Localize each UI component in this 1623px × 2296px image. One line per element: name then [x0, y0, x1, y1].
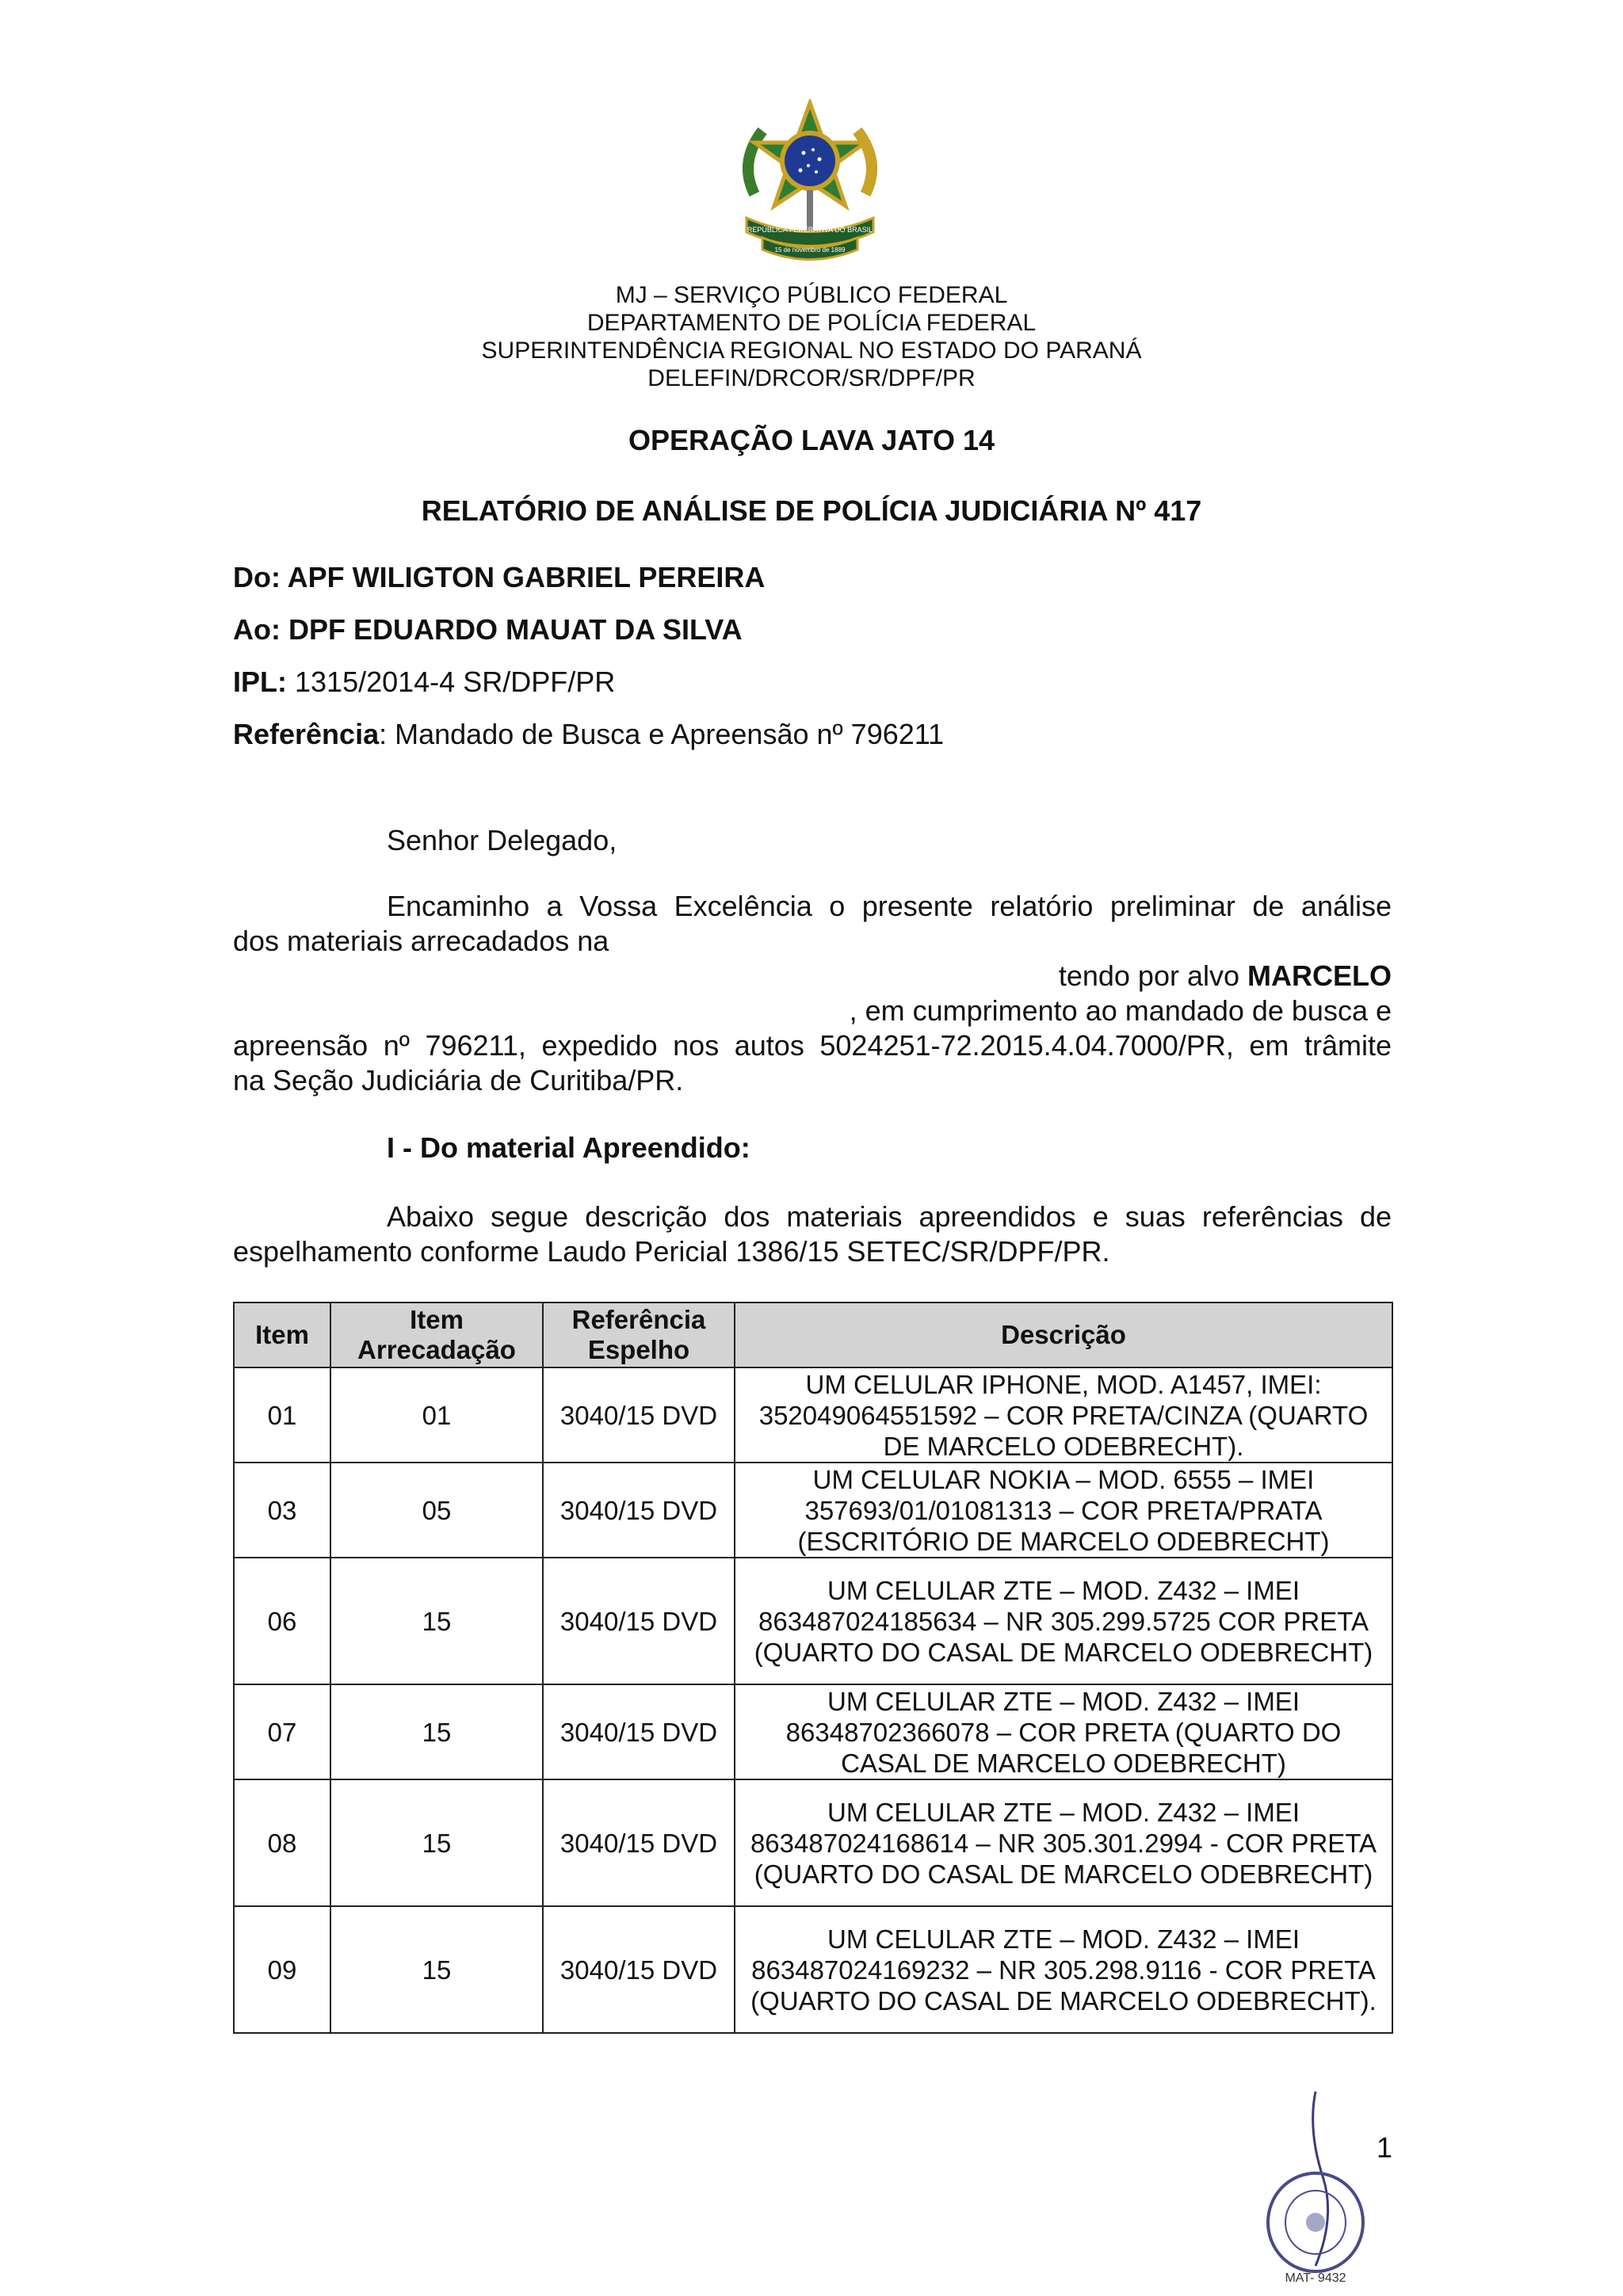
body-line-3-prefix: tendo por alvo	[1058, 959, 1247, 992]
cell-espelho: 3040/15 DVD	[543, 1558, 735, 1684]
body-line-5: apreensão nº 796211, expedido nos autos 5024251-72.2015.4.04.7000/PR, em trâmite	[233, 1029, 1392, 1062]
cell-descricao: UM CELULAR IPHONE, MOD. A1457, IMEI: 352049064551592 – COR PRETA/CINZA (QUARTO DE MARCELO ODEBRECHT).	[735, 1367, 1392, 1463]
table-row	[234, 1463, 1392, 1558]
cell-descricao: UM CELULAR ZTE – MOD. Z432 – IMEI 863487024169232 – NR 305.298.9116 - COR PRETA (QUARTO DO CASAL DE MARCELO ODEBRECHT).	[735, 1906, 1392, 2033]
ipl-value: 1315/2014-4 SR/DPF/PR	[287, 666, 616, 698]
cell-descricao: UM CELULAR ZTE – MOD. Z432 – IMEI 86348702366078 – COR PRETA (QUARTO DO CASAL DE MARCELO ODEBRECHT)	[735, 1684, 1392, 1779]
cell-item: 01	[234, 1367, 330, 1463]
cell-arrecadacao: 01	[330, 1367, 543, 1463]
cell-item: 03	[234, 1463, 330, 1558]
table-header-row	[234, 1302, 1392, 1367]
cell-espelho: 3040/15 DVD	[543, 1779, 735, 1906]
table-row	[234, 1367, 1392, 1463]
reference-value: : Mandado de Busca e Apreensão nº 796211	[379, 718, 945, 750]
cell-espelho: 3040/15 DVD	[543, 1367, 735, 1463]
header-arrecadacao: Item Arrecadação	[330, 1302, 543, 1367]
report-title: RELATÓRIO DE ANÁLISE DE POLÍCIA JUDICIÁRIA Nº 417	[421, 494, 1202, 527]
header-espelho: Referência Espelho	[543, 1302, 735, 1367]
table-row	[234, 1558, 1392, 1684]
cell-item: 07	[234, 1684, 330, 1779]
header-descricao: Descrição	[735, 1302, 1392, 1367]
cell-item: 06	[234, 1558, 330, 1684]
section-text-line-1: Abaixo segue descrição dos materiais apreendidos e suas referências de	[387, 1200, 1392, 1233]
body-line-2: dos materiais arrecadados na	[233, 925, 609, 957]
emblem-banner-text: REPÚBLICA FEDERATIVA DO BRASIL	[747, 226, 873, 234]
from-line: Do: APF WILIGTON GABRIEL PEREIRA	[233, 561, 766, 593]
section-text-line-2: espelhamento conforme Laudo Pericial 1386/15 SETEC/SR/DPF/PR.	[233, 1235, 1110, 1268]
to-line: Ao: DPF EDUARDO MAUAT DA SILVA	[233, 613, 743, 646]
cell-espelho: 3040/15 DVD	[543, 1463, 735, 1558]
cell-arrecadacao: 15	[330, 1558, 543, 1684]
operation-title: OPERAÇÃO LAVA JATO 14	[628, 424, 995, 456]
cell-item: 09	[234, 1906, 330, 2033]
header-item: Item	[234, 1302, 330, 1367]
ipl-line	[233, 666, 615, 699]
header-line-4: DELEFIN/DRCOR/SR/DPF/PR	[647, 365, 976, 391]
cell-arrecadacao: 05	[330, 1463, 543, 1558]
header-line-3: SUPERINTENDÊNCIA REGIONAL NO ESTADO DO PARANÁ	[481, 338, 1142, 364]
stamp-mat: MAT- 9432	[1285, 2271, 1346, 2285]
police-stamp-icon	[1260, 2084, 1387, 2290]
cell-arrecadacao: 15	[330, 1906, 543, 2033]
cell-espelho: 3040/15 DVD	[543, 1906, 735, 2033]
greeting: Senhor Delegado,	[387, 824, 617, 856]
page-number: 1	[1377, 2131, 1393, 2164]
body-line-3	[233, 959, 1392, 994]
table-row	[234, 1906, 1392, 2033]
cell-arrecadacao: 15	[330, 1684, 543, 1779]
header-line-2: DEPARTAMENTO DE POLÍCIA FEDERAL	[586, 310, 1037, 336]
ipl-label: IPL:	[233, 666, 287, 698]
cell-item: 08	[234, 1779, 330, 1906]
reference-label: Referência	[233, 718, 380, 750]
cell-descricao: UM CELULAR ZTE – MOD. Z432 – IMEI 863487024185634 – NR 305.299.5725 COR PRETA (QUARTO DO CASAL DE MARCELO ODEBRECHT)	[735, 1558, 1392, 1684]
cell-espelho: 3040/15 DVD	[543, 1684, 735, 1779]
cell-descricao: UM CELULAR NOKIA – MOD. 6555 – IMEI 357693/01/01081313 – COR PRETA/PRATA (ESCRITÓRIO DE MARCELO ODEBRECHT)	[735, 1463, 1392, 1558]
table-row	[234, 1779, 1392, 1906]
body-line-6: na Seção Judiciária de Curitiba/PR.	[233, 1064, 684, 1097]
table-row	[234, 1684, 1392, 1779]
body-line-4: , em cumprimento ao mandado de busca e	[849, 994, 1392, 1027]
cell-descricao: UM CELULAR ZTE – MOD. Z432 – IMEI 863487024168614 – NR 305.301.2994 - COR PRETA (QUARTO DO CASAL DE MARCELO ODEBRECHT)	[735, 1779, 1392, 1906]
section-title: I - Do material Apreendido:	[387, 1131, 750, 1164]
cell-arrecadacao: 15	[330, 1779, 543, 1906]
emblem-date-text: 15 de novembro de 1889	[774, 246, 846, 254]
materials-table	[233, 1302, 1393, 2034]
body-line-1: Encaminho a Vossa Excelência o presente relatório preliminar de análise	[387, 890, 1392, 922]
brazil-coat-of-arms-icon	[731, 99, 889, 273]
header-line-1: MJ – SERVIÇO PÚBLICO FEDERAL	[615, 282, 1008, 308]
target-name: MARCELO	[1247, 959, 1392, 992]
reference-line	[233, 718, 944, 751]
